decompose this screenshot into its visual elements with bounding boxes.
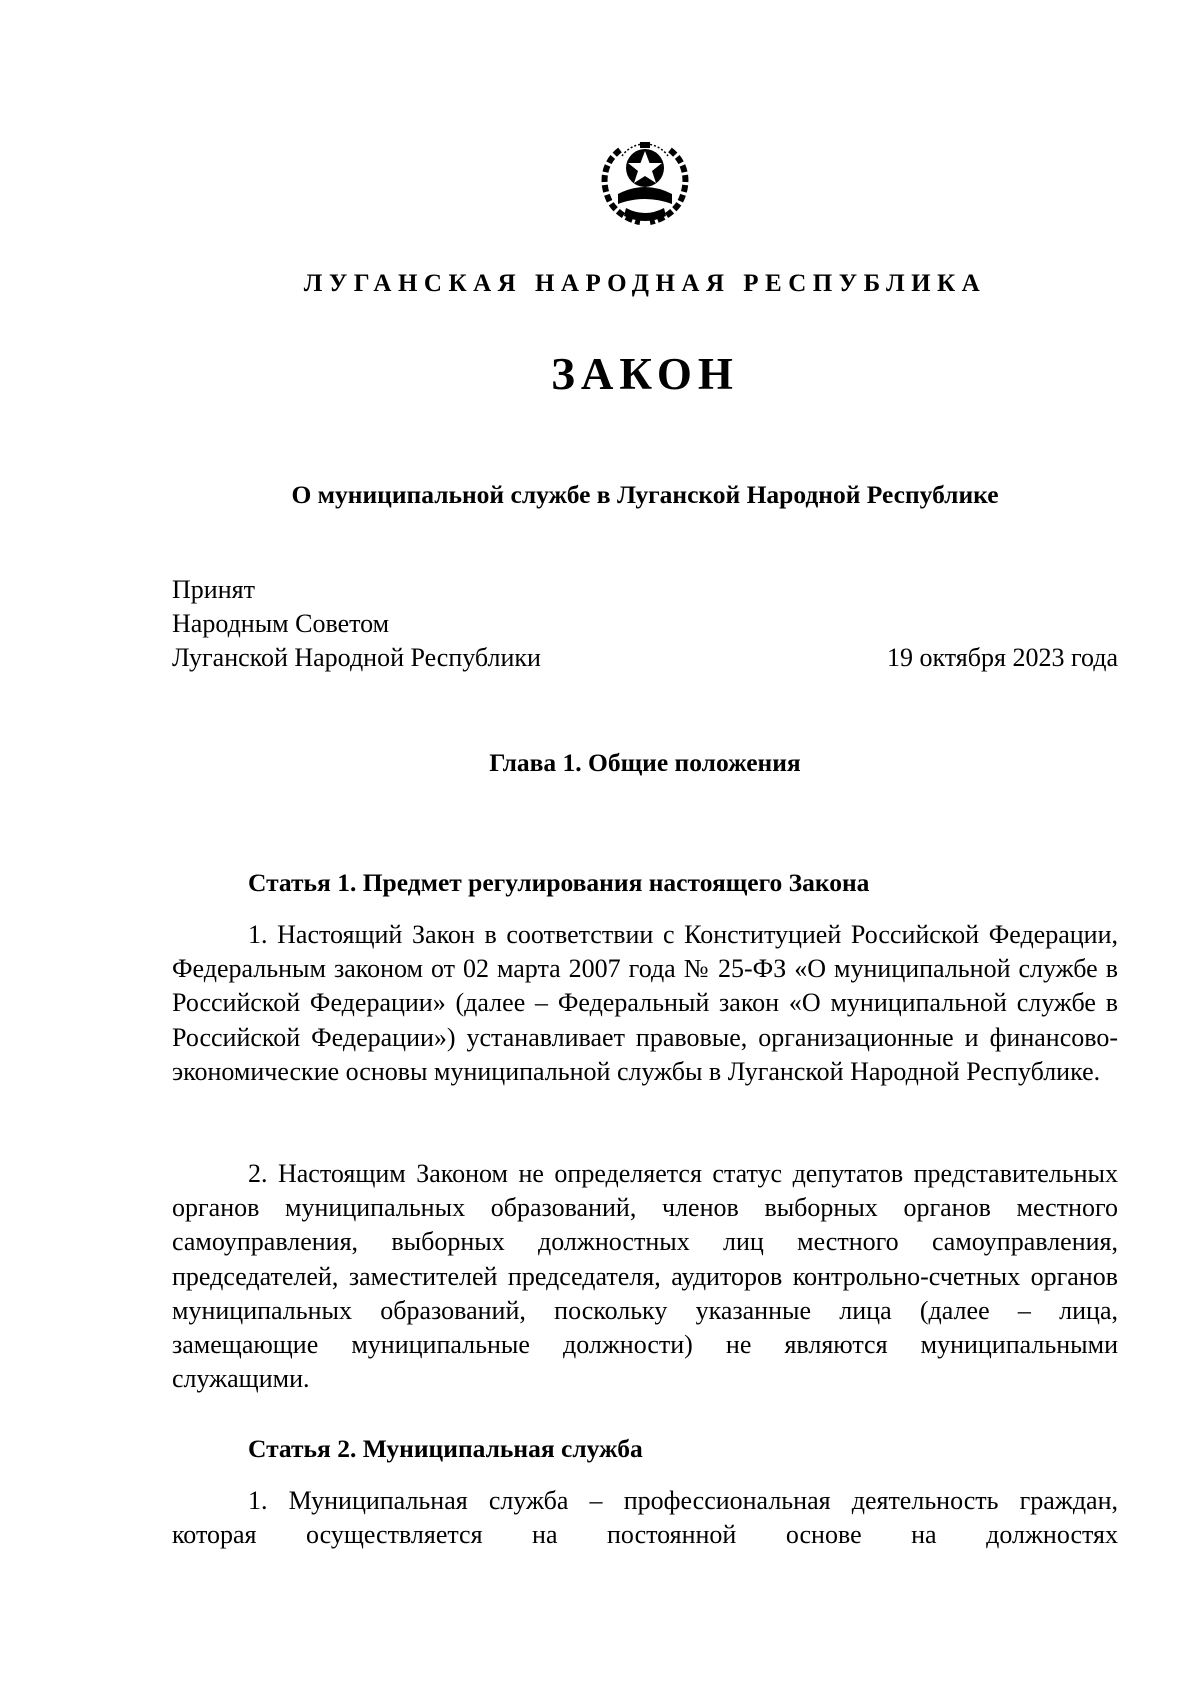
adoption-line-1: Принят (172, 575, 255, 604)
article-1-paragraph-2: 2. Настоящим Законом не определяется статус депутатов представительных органов муниципальных образований, членов выборных органов местного самоуправления, выборных должностных лиц местного самоуправления, председателей, заместителей председателя, аудиторов контрольно-счетных органов муниципальных образований, поскольку указанные лица (далее – лица, замещающие муниципальные должности) не являются муниципальными служащими. (172, 1159, 1118, 1394)
state-name-heading: ЛУГАНСКАЯ НАРОДНАЯ РЕСПУБЛИКА (303, 270, 987, 297)
adoption-line-3: Луганской Народной Республики (172, 643, 541, 672)
article-2-paragraph-1: 1. Муниципальная служба – профессиональная деятельность граждан, которая осуществляется на постоянной основе на должностях (172, 1486, 1118, 1550)
article-1-heading: Статья 1. Предмет регулирования настоящего Закона (248, 868, 870, 897)
article-1-paragraph-1: 1. Настоящий Закон в соответствии с Конституцией Российской Федерации, Федеральным законом от 02 марта 2007 года № 25-ФЗ «О муниципальной службе в Российской Федерации» (далее – Федеральный закон «О муниципальной службе в Российской Федерации») устанавливает правовые, организационные и финансово-экономические основы муниципальной службы в Луганской Народной Республике. (172, 920, 1118, 1086)
adoption-block (172, 573, 1118, 675)
article-2-heading: Статья 2. Муниципальная служба (248, 1434, 643, 1463)
adoption-line-2: Народным Советом (172, 609, 390, 638)
chapter-heading: Глава 1. Общие положения (489, 748, 801, 777)
adoption-date: 19 октября 2023 года (887, 643, 1118, 672)
coat-of-arms-emblem (590, 120, 700, 230)
law-title: О муниципальной службе в Луганской Народной Республике (291, 480, 999, 509)
document-type-heading: ЗАКОН (551, 349, 739, 399)
